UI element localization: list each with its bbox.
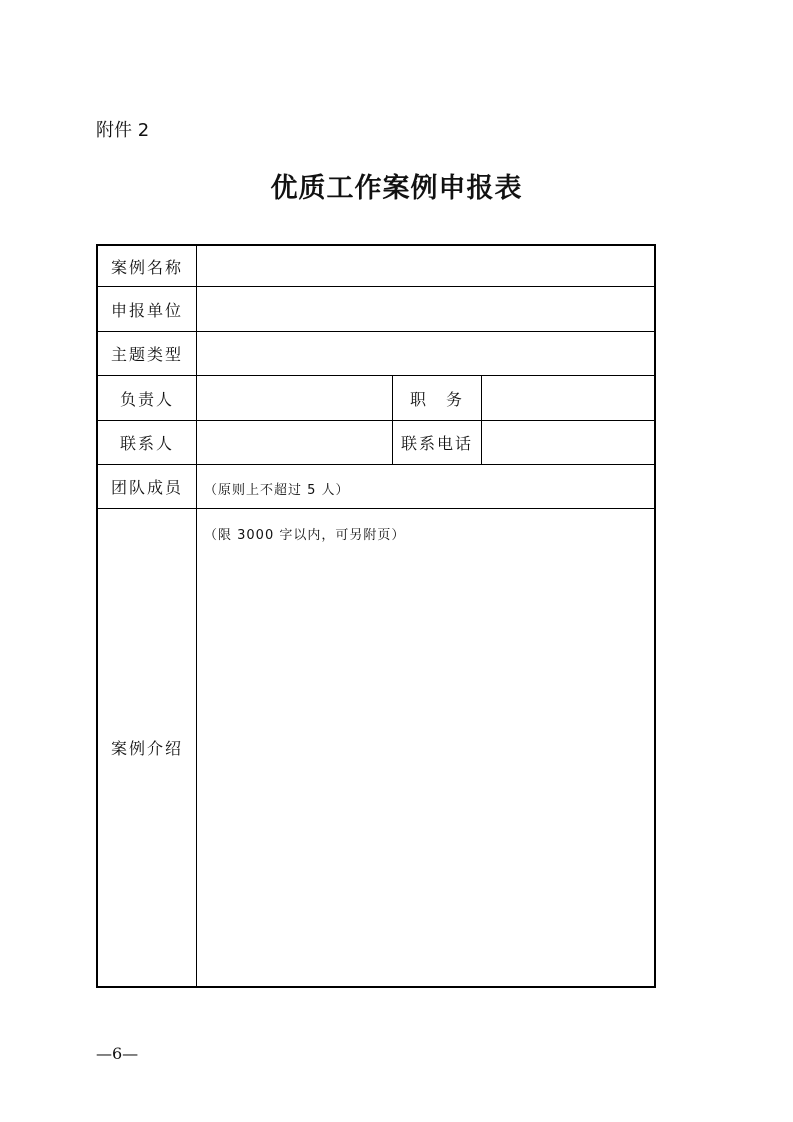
intro-hint: （限 3000 字以内，可另附页） <box>204 528 406 543</box>
intro-label: 案例介绍 <box>110 739 183 758</box>
form-title: 优质工作案例申报表 <box>270 173 523 204</box>
phone-field[interactable] <box>482 421 654 464</box>
table-border-bottom <box>96 986 656 988</box>
unit-label: 申报单位 <box>110 300 183 320</box>
position-field[interactable] <box>482 376 654 420</box>
attachment-label: 附件 2 <box>96 120 150 141</box>
case-name-label: 案例名称 <box>110 257 183 277</box>
leader-label: 负责人 <box>119 389 174 409</box>
page-number: —6— <box>96 1044 139 1063</box>
position-label: 职 务 <box>409 389 464 409</box>
theme-field[interactable] <box>197 332 654 375</box>
team-hint: （原则上不超过 5 人） <box>204 483 350 498</box>
case-name-field[interactable] <box>197 246 654 286</box>
theme-label: 主题类型 <box>110 345 183 364</box>
team-label: 团队成员 <box>110 478 183 497</box>
intro-field[interactable] <box>197 545 654 986</box>
phone-label: 联系电话 <box>400 434 473 453</box>
contact-label: 联系人 <box>119 434 174 453</box>
table-border-right <box>654 244 656 988</box>
unit-field[interactable] <box>197 287 654 331</box>
leader-field[interactable] <box>197 376 392 420</box>
contact-field[interactable] <box>197 421 392 464</box>
